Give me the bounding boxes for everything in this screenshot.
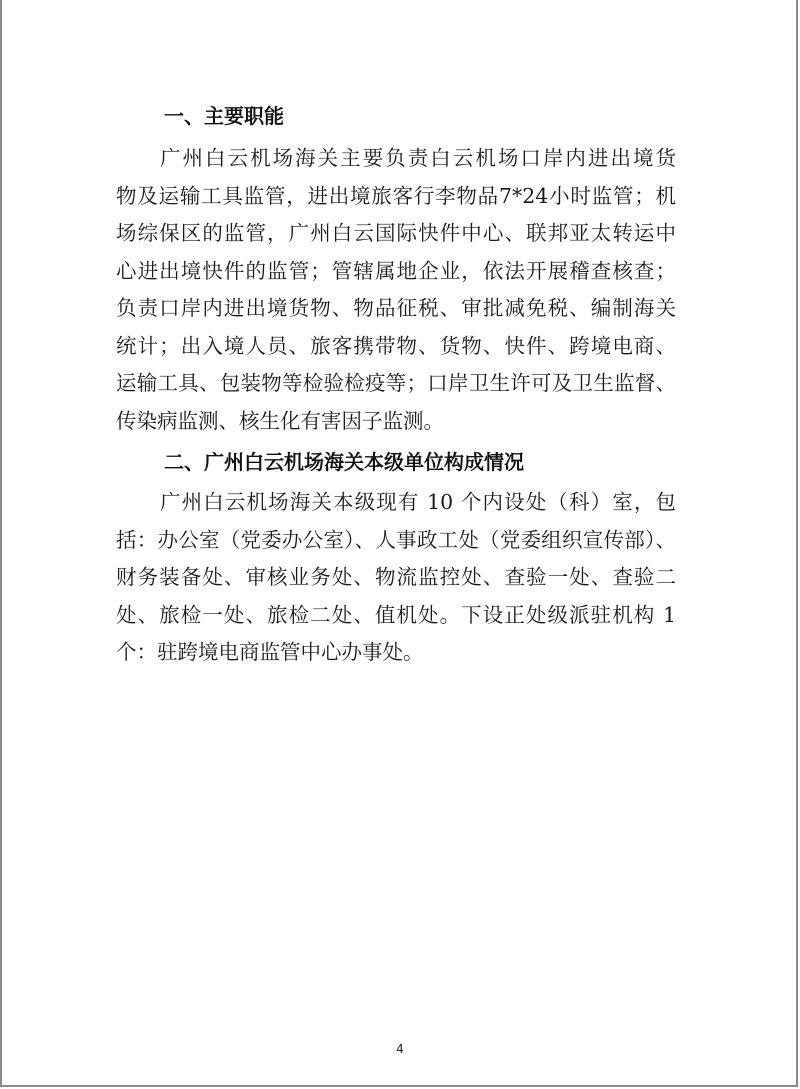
functions-paragraph: [116, 140, 686, 440]
paragraph-line: 物及运输工具监管，进出境旅客行李物品7*24小时监管；机: [116, 183, 676, 208]
paragraph-line: 个：驻跨境电商监管中心办事处。: [116, 640, 424, 664]
paragraph-line: 心进出境快件的监管；管辖属地企业，依法开展稽查核查；: [116, 258, 676, 283]
paragraph-line: 场综保区的监管，广州白云国际快件中心、联邦亚太转运中: [116, 221, 676, 245]
structure-paragraph: [116, 484, 686, 672]
paragraph-line: 运输工具、包装物等检验检疫等；口岸卫生许可及卫生监督、: [116, 371, 676, 395]
paragraph-line: 处、旅检一处、旅检二处、值机处。下设正处级派驻机构 1: [116, 602, 676, 627]
paragraph-line: 广州白云机场海关主要负责白云机场口岸内进出境货: [160, 146, 676, 170]
page-number: 4: [396, 1042, 404, 1056]
paragraph-line: 负责口岸内进出境货物、物品征税、审批减免税、编制海关: [116, 296, 676, 320]
paragraph-line: 括：办公室（党委办公室）、人事政工处（党委组织宣传部）、: [116, 527, 676, 552]
paragraph-line: 财务装备处、审核业务处、物流监控处、查验一处、查验二: [116, 565, 676, 589]
section-heading-functions: 一、主要职能: [164, 104, 284, 128]
document-body: [116, 96, 686, 672]
paragraph-line: 传染病监测、核生化有害因子监测。: [116, 408, 444, 433]
paragraph-line: 广州白云机场海关本级现有 10 个内设处（科）室，包: [160, 490, 676, 514]
paragraph-line: 统计；出入境人员、旅客携带物、货物、快件、跨境电商、: [116, 333, 676, 358]
section-heading-structure: 二、广州白云机场海关本级单位构成情况: [164, 450, 524, 474]
